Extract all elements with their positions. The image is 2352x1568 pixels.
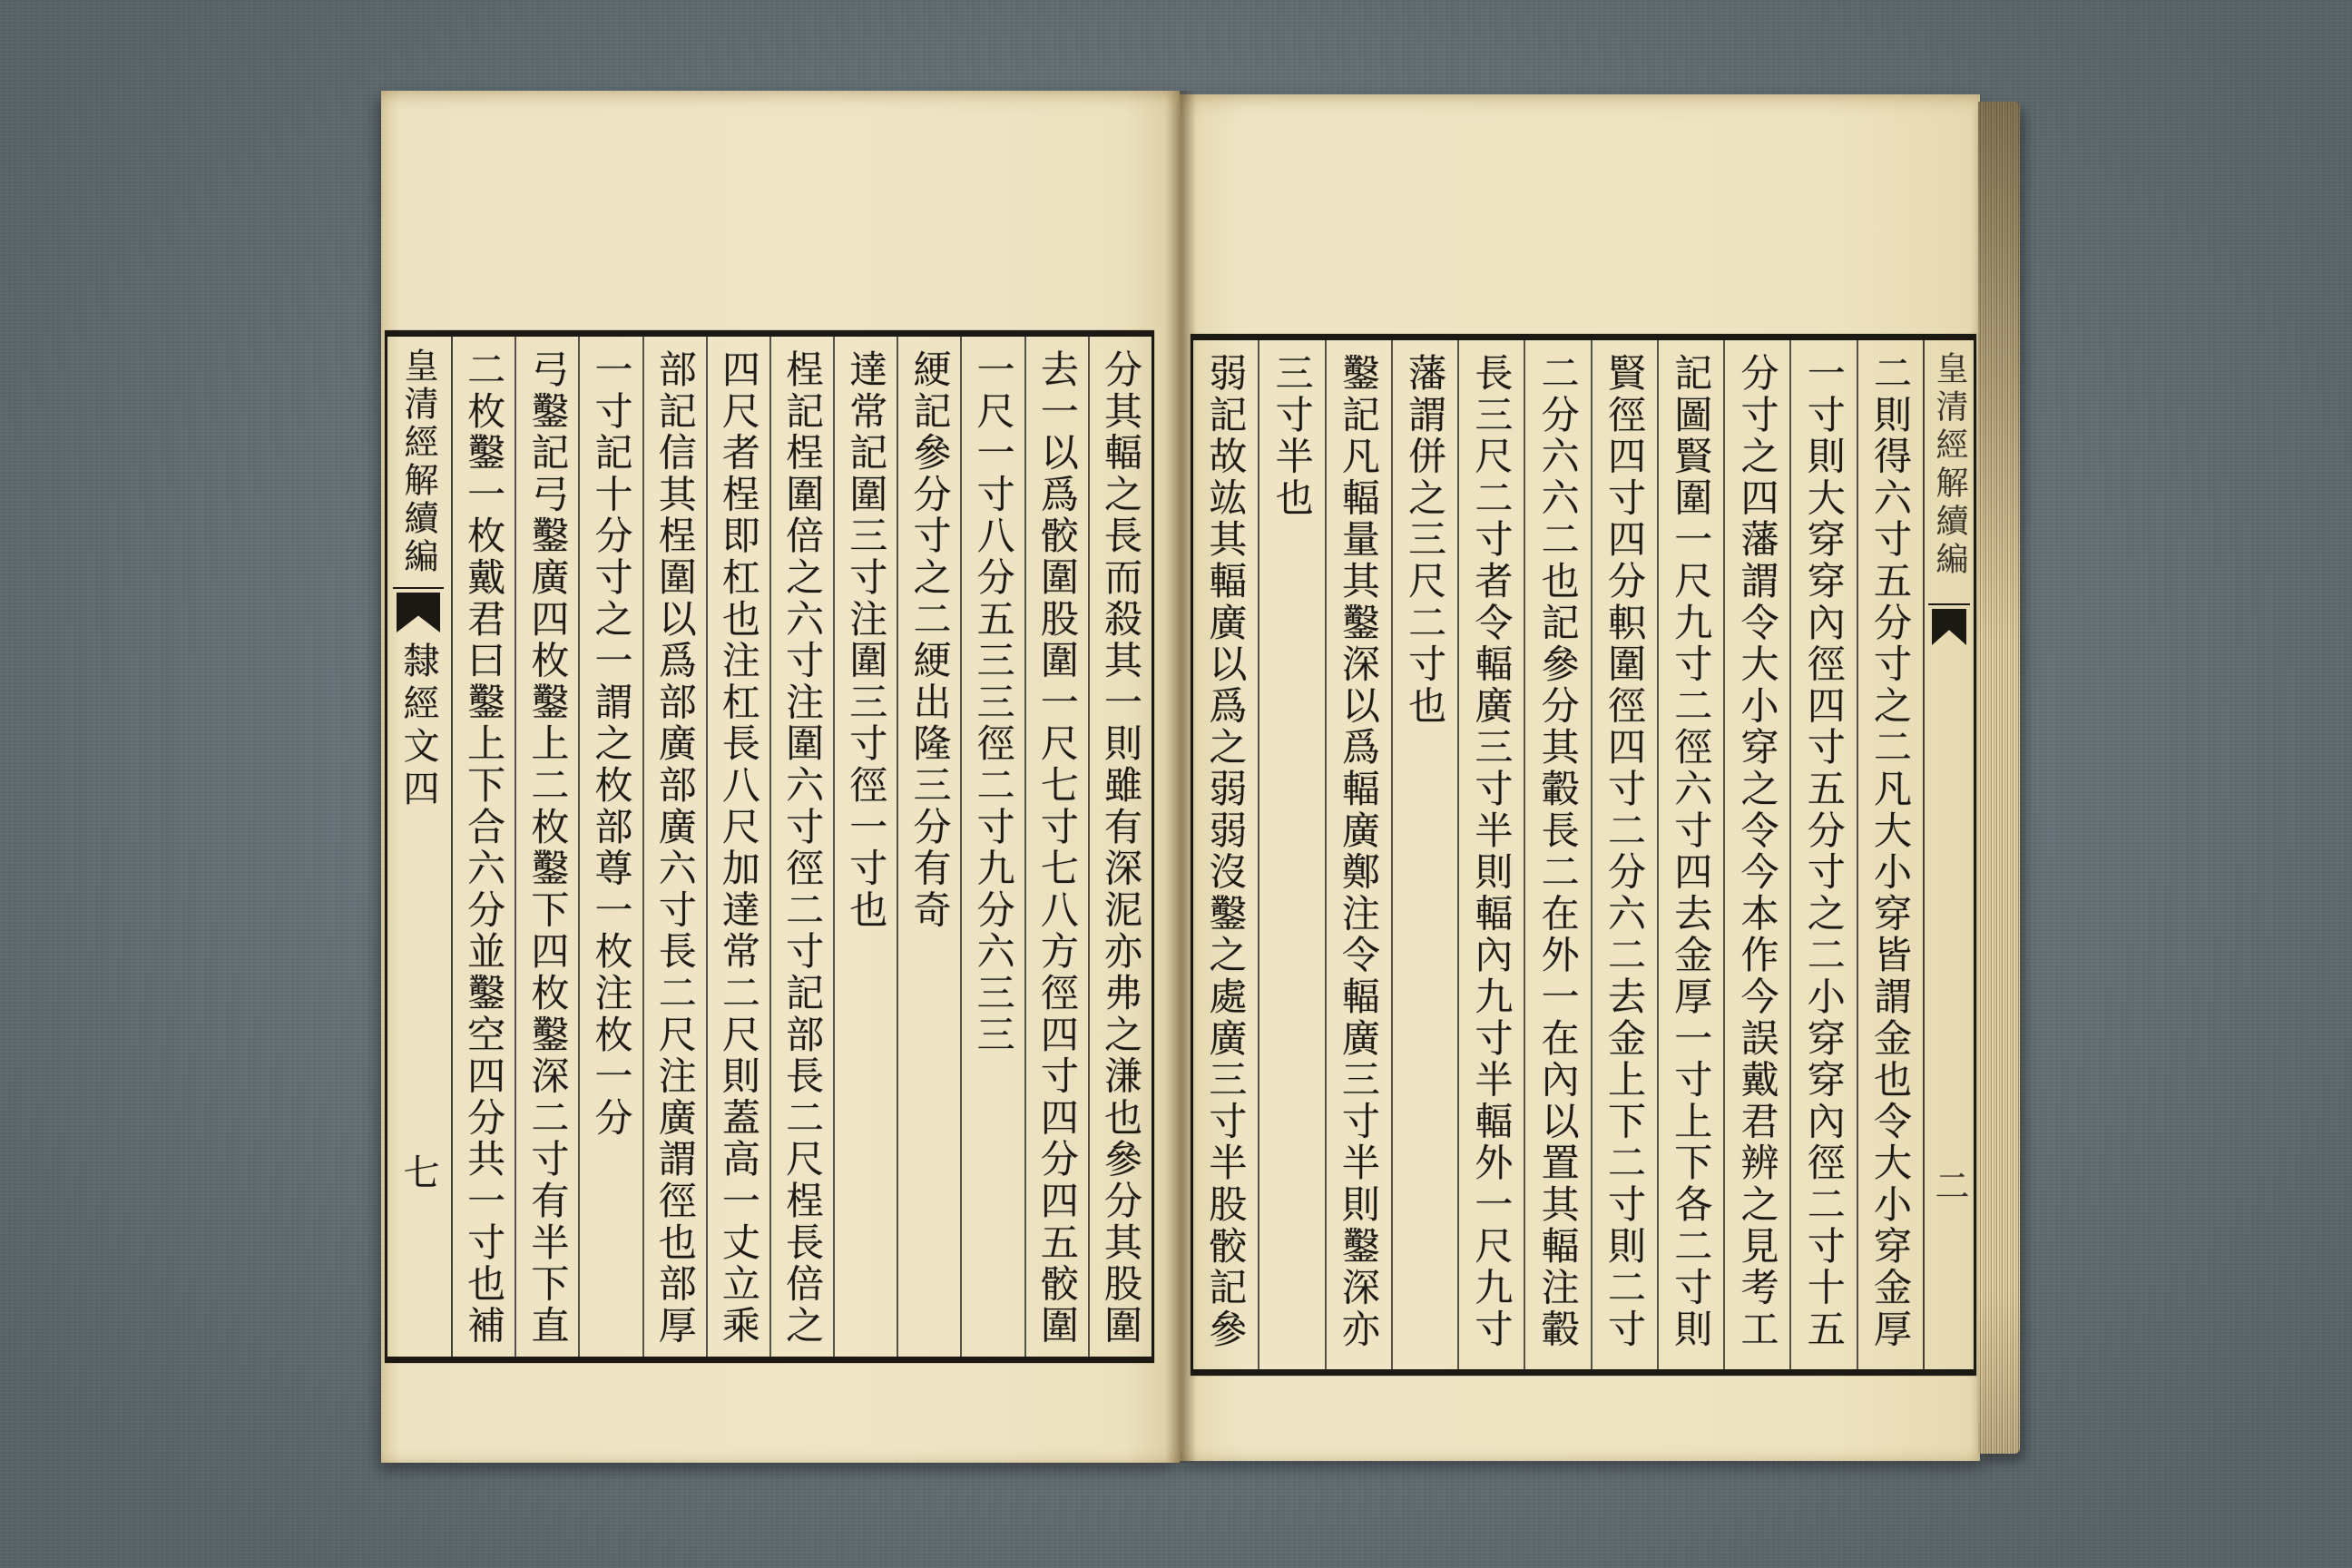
- text-column: 二分六六二也記參分其轂長二在外一在內以置其輻注轂: [1524, 340, 1590, 1369]
- text-column: 一寸則大穿穿內徑四寸五分寸之二小穿穿內徑二寸十五: [1789, 340, 1856, 1369]
- text-column: 四尺者桯即杠也注杠長八尺加達常二尺則蓋高一丈立乘: [706, 337, 769, 1357]
- text-column: 長三尺二寸者令輻廣三寸半則輻內九寸半輻外一尺九寸: [1457, 340, 1524, 1369]
- fish-tail-rule: [1928, 603, 1970, 605]
- fish-tail-ornament: [1932, 609, 1966, 645]
- text-column: 一寸記十分寸之一謂之枚部尊一枚注枚一分: [578, 337, 642, 1357]
- text-column: 鑿記凡輻量其鑿深以爲輻廣鄭注令輻廣三寸半則鑿深亦: [1325, 340, 1391, 1369]
- page-edges: [1978, 102, 2020, 1454]
- text-column: 綆記參分寸之二綆出隆三分有奇: [897, 337, 960, 1357]
- text-column: 一尺一寸八分五三三徑二寸九分六三三: [960, 337, 1024, 1357]
- text-column: 去一以爲骹圍股圍一尺七寸七八方徑四寸四分四五骹圍: [1024, 337, 1088, 1357]
- text-column: 部記信其桯圍以爲部廣部廣六寸長二尺注廣謂徑也部厚: [642, 337, 706, 1357]
- text-column: 達常記圍三寸注圍三寸徑一寸也: [833, 337, 897, 1357]
- text-column: 賢徑四寸四分軹圍徑四寸二分六二去金上下二寸則二寸: [1591, 340, 1657, 1369]
- text-column: 三寸半也: [1258, 340, 1324, 1369]
- text-column: 二則得六寸五分寸之二凡大小穿皆謂金也令大小穿金厚: [1857, 340, 1923, 1369]
- page-number: 七: [397, 1153, 439, 1190]
- book-title: 皇清經解續編: [398, 348, 438, 576]
- fish-tail-rule: [393, 587, 444, 589]
- book-title: 皇清經解續編: [1931, 351, 1968, 580]
- text-column: 桯記桯圍倍之六寸注圍六寸徑二寸記部長二尺桯長倍之: [769, 337, 833, 1357]
- text-column: 記圖賢圍一尺九寸二徑六寸四去金厚一寸上下各二寸則: [1657, 340, 1723, 1369]
- fold-margin-column: [1923, 340, 1974, 1369]
- text-column: 分寸之四藩謂令大小穿之令今本作今誤戴君辨之見考工: [1723, 340, 1789, 1369]
- text-column: 藩謂併之三尺二寸也: [1391, 340, 1457, 1369]
- text-column: 弓鑿記弓鑿廣四枚鑿上二枚鑿下四枚鑿深二寸有半下直: [514, 337, 578, 1357]
- fold-margin-column: [387, 337, 449, 1357]
- right-text-block: [1193, 340, 1923, 1369]
- text-column: 分其輻之長而殺其一則雖有深泥亦弗之溓也參分其股圍: [1088, 337, 1152, 1357]
- text-column: 弱記故竑其輻廣以爲之弱弱沒鑿之處廣三寸半股骹記參: [1203, 353, 1249, 1351]
- left-text-block: [451, 337, 1152, 1357]
- text-column: 二枚鑿一枚戴君曰鑿上下合六分並鑿空四分共一寸也補: [462, 349, 507, 1348]
- section-label: 隸經文四: [397, 642, 439, 812]
- right-print-frame: [1191, 334, 1976, 1376]
- fish-tail-ornament: [397, 593, 440, 632]
- page-number: 二: [1929, 1168, 1969, 1202]
- left-print-frame: [385, 330, 1154, 1363]
